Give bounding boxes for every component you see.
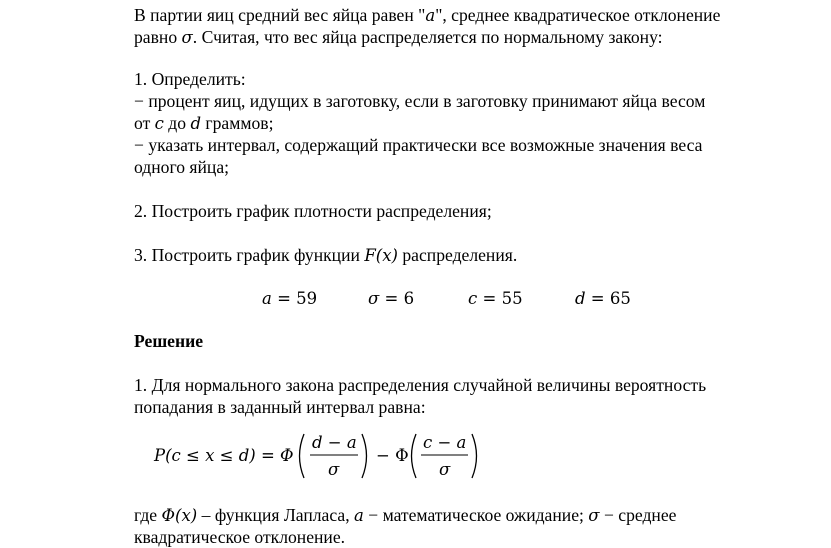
paren-open-2 (412, 434, 417, 478)
item1-a-line-2 (134, 112, 758, 135)
item3-text-2: распределения. (397, 245, 518, 265)
frac2-numerator: c − a (423, 433, 467, 452)
param-c: c = 55 (468, 289, 523, 308)
item1-title: 1. Определить: (134, 69, 246, 89)
parameters-row (134, 288, 758, 312)
solution-p1-line-1: 1. Для нормального закона распределения случайной величины вероятность (134, 375, 707, 395)
item1-b-line-1: − указать интервал, содержащий практически все возможные значения веса (134, 135, 703, 155)
symbol-Phi-x: Φ(x) (161, 506, 198, 525)
symbol-Fx-arg: (x) (375, 246, 398, 265)
item1-b-line-2: одного яйца; (134, 157, 230, 177)
item2: 2. Построить график плотности распределения; (134, 201, 492, 221)
frac1-denominator: σ (328, 460, 340, 479)
solution-p1-line-2: попадания в заданный интервал равна: (134, 397, 426, 417)
symbol-d: d (190, 114, 202, 133)
item1-a-text-to: до (163, 113, 191, 133)
symbol-F: F (364, 246, 376, 265)
intro-text-1: В партии яиц средний вес яйца равен " (134, 5, 426, 25)
item1-a-text-grams: граммов; (201, 113, 274, 133)
formula-svg (154, 428, 484, 484)
symbol-a-2: a (354, 506, 364, 525)
paren-close-2 (472, 434, 477, 478)
intro-line-2 (134, 26, 758, 49)
intro-line-1 (134, 4, 758, 27)
formula-minus-phi: − Φ (376, 446, 409, 465)
paren-open-1 (300, 434, 305, 478)
solution-heading: Решение (134, 331, 204, 351)
item1-a-text-from: от (134, 113, 155, 133)
item3 (134, 244, 758, 267)
paren-close-1 (362, 434, 367, 478)
laplace-formula (154, 428, 484, 484)
frac2-denominator: σ (439, 460, 451, 479)
symbol-sigma: σ (181, 28, 193, 47)
formula-lhs: P(c ≤ x ≤ d) = Φ (154, 446, 294, 465)
symbol-c: c (154, 114, 164, 133)
symbol-a: a (425, 6, 436, 25)
symbol-sigma-2: σ (588, 506, 600, 525)
intro-text-3: равно (134, 27, 182, 47)
frac1-numerator: d − a (312, 433, 357, 452)
param-d: d = 65 (575, 289, 631, 308)
intro-text-4: . Считая, что вес яйца распределяется по нормальному закону: (192, 27, 663, 47)
item1-a-line-1: − процент яиц, идущих в заготовку, если в заготовку принимают яйца весом (134, 91, 706, 111)
param-sigma: σ = 6 (368, 289, 415, 308)
solution-p2-line-2: квадратическое отклонение. (134, 527, 346, 547)
intro-text-2: ", среднее квадратическое отклонение (435, 5, 721, 25)
param-a: a = 59 (262, 289, 318, 308)
item3-text-1: 3. Построить график функции (134, 245, 365, 265)
solution-p2-line-1: где Φ(x) – функция Лапласа, a − математическое ожидание; σ − среднее (134, 505, 677, 525)
